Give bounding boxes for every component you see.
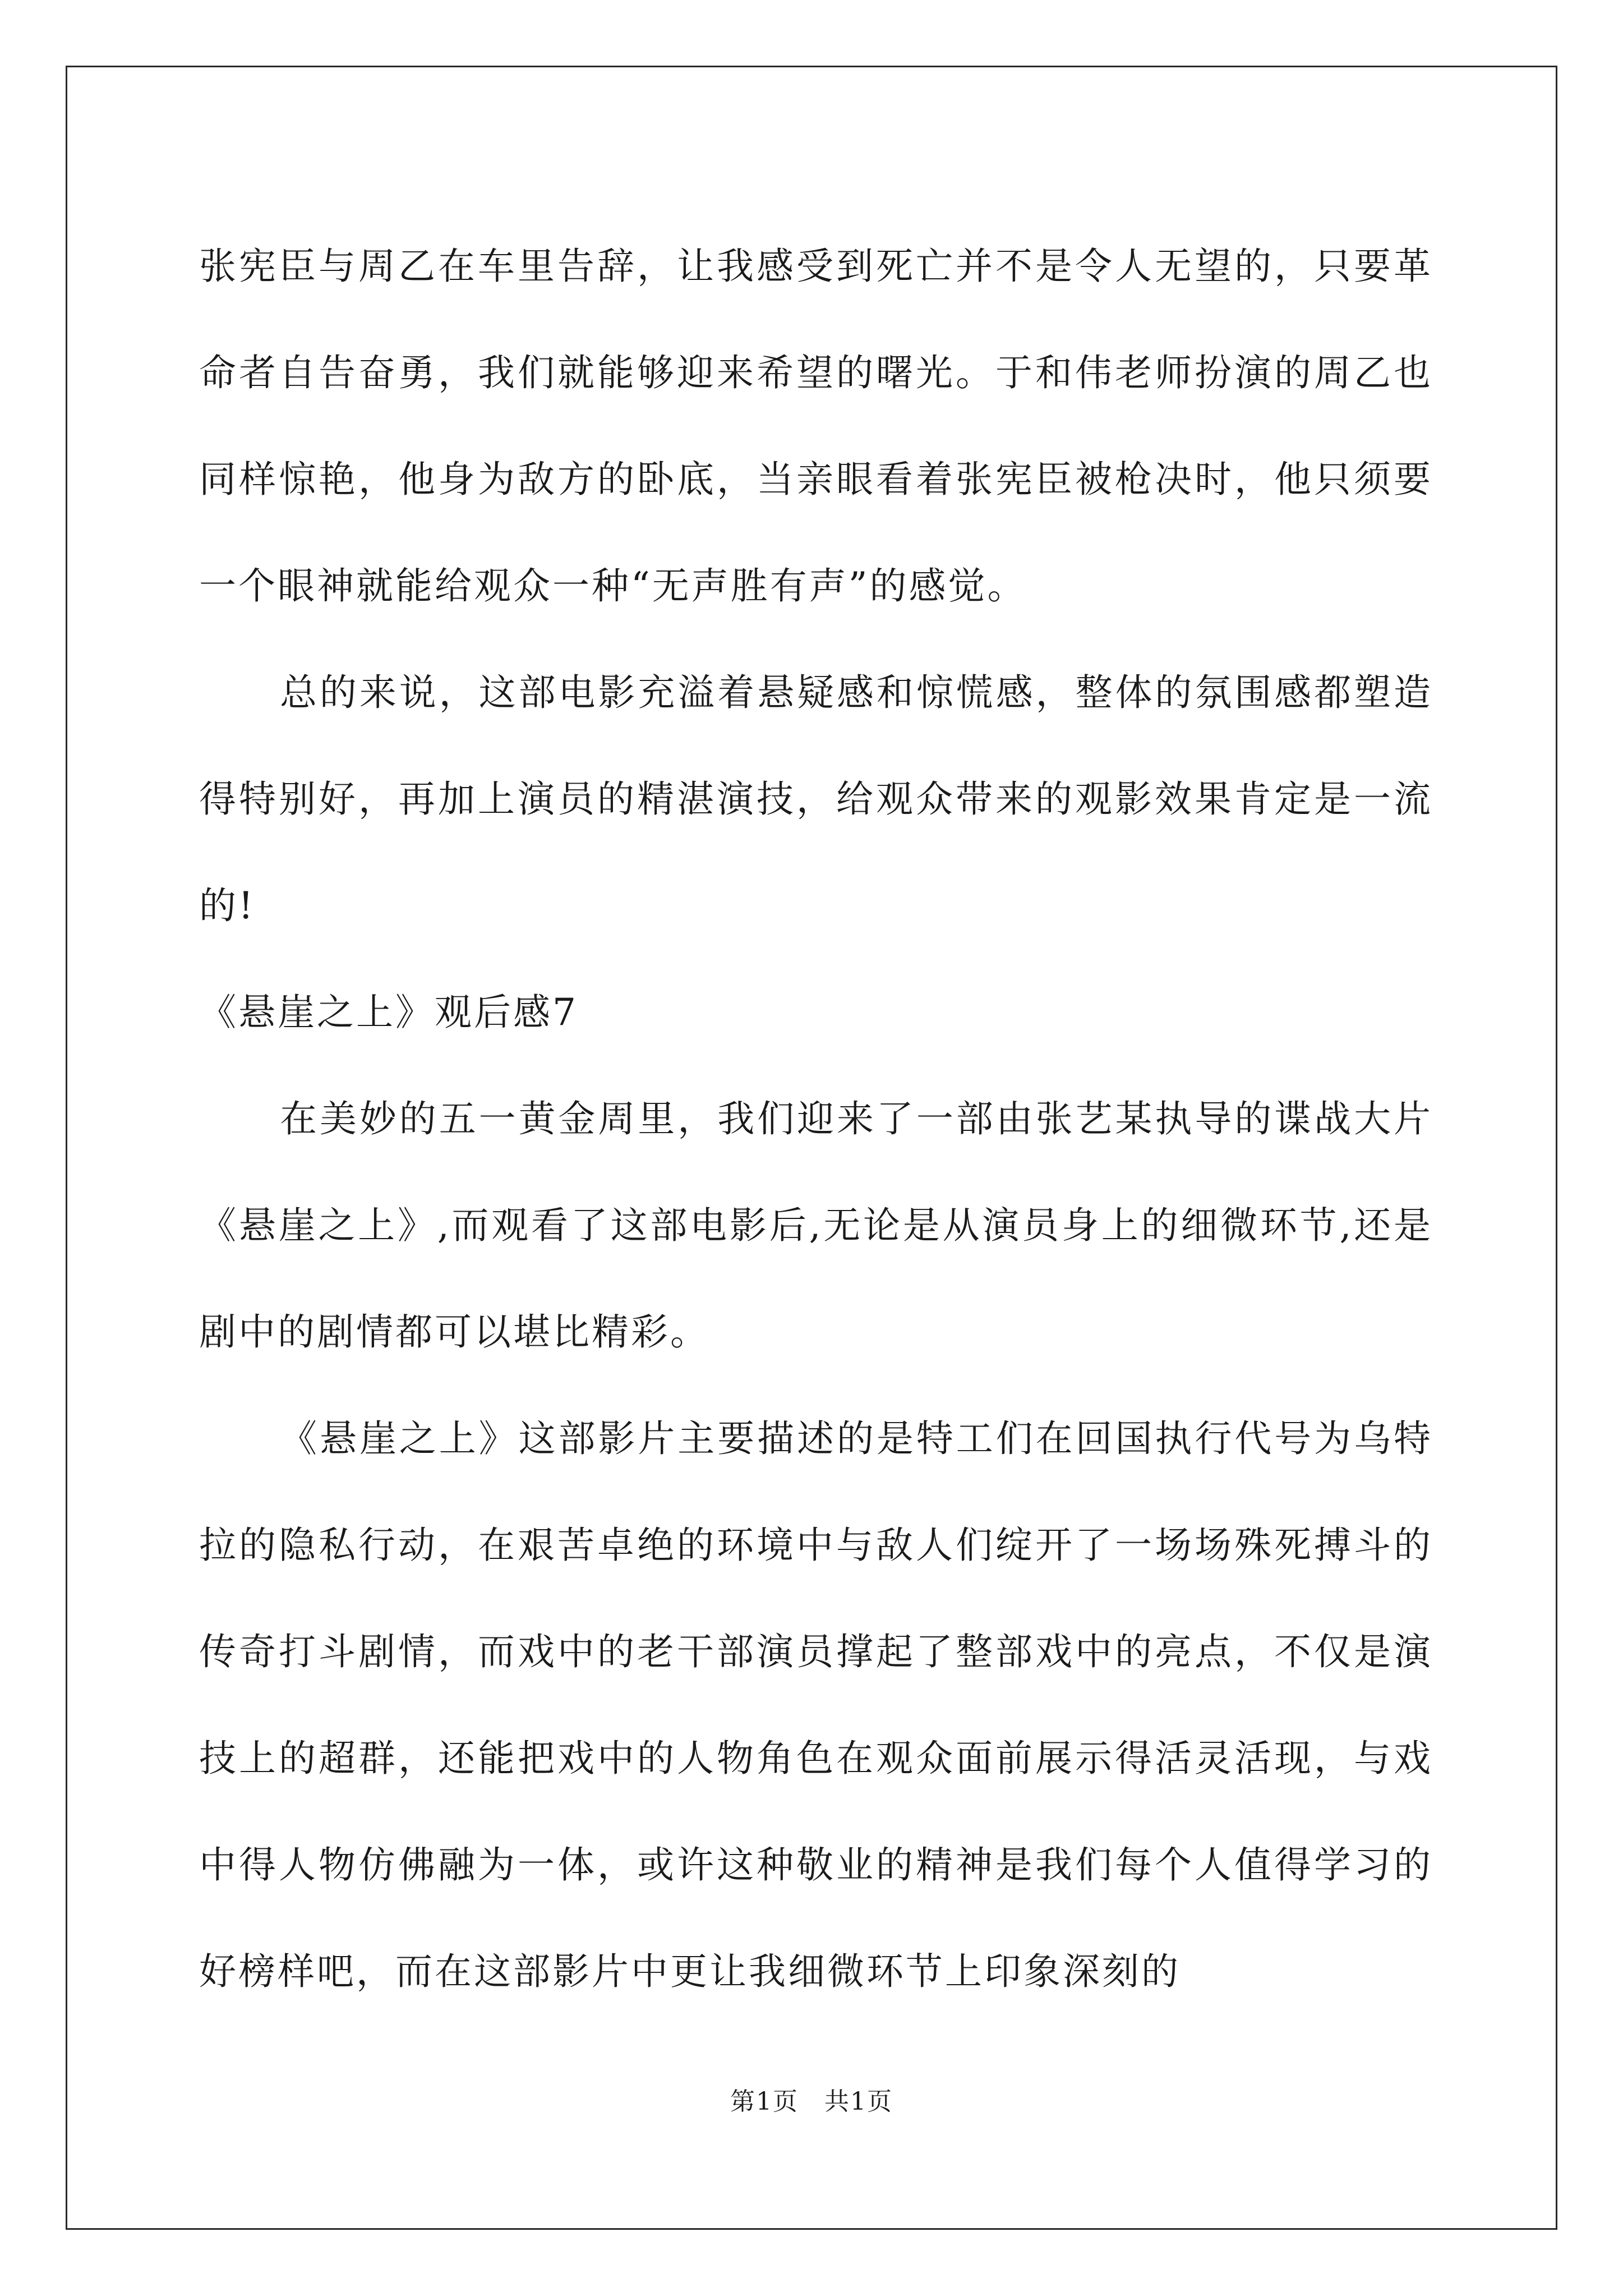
paragraph-4: 《悬崖之上》这部影片主要描述的是特工们在回国执行代号为乌特拉的隐私行动，在艰苦卓绝的环境中与敌人们绽开了一场场殊死搏斗的传奇打斗剧情，而戏中的老干部演员撑起了整部戏中的亮点，不仅是演技上的超群，还能把戏中的人物角色在观众面前展示得活灵活现，与戏中得人物仿佛融为一体，或许这种敬业的精神是我们每个人值得学习的好榜样吧，而在这部影片中更让我细微环节上印象深刻的 <box>199 1417 1433 1993</box>
paragraph-1: 张宪臣与周乙在车里告辞，让我感受到死亡并不是令人无望的，只要革命者自告奋勇，我们就能够迎来希望的曙光。于和伟老师扮演的周乙也同样惊艳，他身为敌方的卧底，当亲眼看着张宪臣被枪决时，他只须要一个眼神就能给观众一种“无声胜有声”的感觉。 <box>199 245 1433 608</box>
paragraph-2: 总的来说，这部电影充溢着悬疑感和惊慌感，整体的氛围感都塑造得特别好，再加上演员的精湛演技，给观众带来的观影效果肯定是一流的! <box>199 671 1433 927</box>
section-heading: 《悬崖之上》观后感7 <box>199 991 578 1034</box>
document-body <box>199 213 1433 2025</box>
paragraph-3: 在美妙的五一黄金周里，我们迎来了一部由张艺某执导的谍战大片《悬崖之上》,而观看了这部电影后,无论是从演员身上的细微环节,还是剧中的剧情都可以堪比精彩。 <box>199 1097 1433 1354</box>
page-footer: 第1页 共1页 <box>730 2087 893 2116</box>
